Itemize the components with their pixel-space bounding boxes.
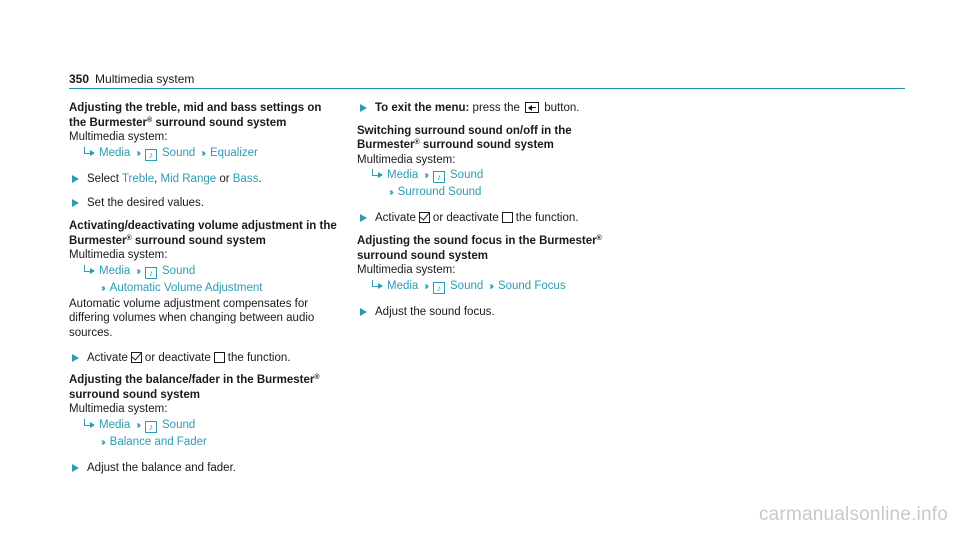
step-exit-menu: To exit the menu: press the button. [357,101,627,116]
step-arrow-icon [72,199,79,207]
menu-path-arrow-icon [83,265,95,275]
option-bass[interactable]: Bass [232,172,259,185]
chevron-right-icon: ›› [489,280,492,292]
system-label: Multimedia system: [69,249,168,262]
step-set-values: Set the desired values. [69,196,339,211]
checkbox-empty-icon [214,352,225,363]
chevron-right-icon: ›› [136,419,139,431]
section-heading-surround-sound: Switching surround sound on/off in the Burmester® surround sound system [357,124,572,152]
menu-link-balance-and-fader[interactable]: Balance and Fader [109,435,207,448]
menu-link-equalizer[interactable]: Equalizer [209,146,258,159]
step-select-band: Select Treble, Mid Range or Bass. [69,172,339,187]
step-adjust-focus: Adjust the sound focus. [357,305,627,320]
menu-link-sound-focus[interactable]: Sound Focus [497,279,566,292]
menu-path-arrow-icon [83,147,95,157]
step-activate-volume-adjustment: Activate or deactivate the function. [69,351,339,366]
checkbox-checked-icon [131,352,142,363]
chevron-right-icon: ›› [424,170,427,182]
back-button-icon [525,102,539,113]
volume-adjustment-description: Automatic volume adjustment compensates for differing volumes when changing between audio sources. [69,297,315,339]
system-label: Multimedia system: [69,403,168,416]
section-title: Multimedia system [95,72,195,86]
step-arrow-icon [360,214,367,222]
chevron-right-icon: ›› [201,147,204,159]
chevron-right-icon: ›› [389,187,392,199]
menu-link-media[interactable]: Media [99,146,131,159]
page-number: 350 [69,72,90,86]
section-heading-equalizer: Adjusting the treble, mid and bass settings on the Burmester® surround sound system [69,102,322,129]
menu-link-automatic-volume-adjustment[interactable]: Automatic Volume Adjustment [109,281,263,294]
menu-path-balance-fader [69,417,339,451]
checkbox-empty-icon [502,212,513,223]
system-label: Multimedia system: [357,264,456,277]
music-note-icon: ♪ [145,149,157,161]
music-note-icon: ♪ [433,171,445,183]
menu-link-surround-sound[interactable]: Surround Sound [397,186,482,199]
menu-path-arrow-icon [371,169,383,179]
menu-link-media[interactable]: Media [387,279,419,292]
menu-link-sound[interactable]: Sound [162,418,196,431]
section-heading-volume-adjustment: Activating/deactivating volume adjustment in the Burmester® surround sound system [69,219,337,247]
menu-path-sound-focus [357,278,627,295]
step-arrow-icon [360,308,367,316]
menu-path-volume-adjustment [69,263,339,297]
step-activate-surround: Activate or deactivate the function. [357,211,627,226]
system-label: Multimedia system: [357,153,456,166]
chevron-right-icon: ›› [101,282,104,294]
watermark: carmanualsonline.info [758,504,948,526]
chevron-right-icon: ›› [424,280,427,292]
menu-link-sound[interactable]: Sound [162,264,196,277]
page-header [69,72,194,87]
step-arrow-icon [360,104,367,112]
step-adjust-balance: Adjust the balance and fader. [69,461,339,476]
chevron-right-icon: ›› [136,147,139,159]
menu-link-sound[interactable]: Sound [450,279,484,292]
menu-link-sound[interactable]: Sound [162,146,196,159]
menu-link-media[interactable]: Media [99,264,131,277]
option-treble[interactable]: Treble [121,172,155,185]
section-heading-sound-focus: Adjusting the sound focus in the Burmester® surround sound system [357,234,602,262]
menu-link-sound[interactable]: Sound [450,169,484,182]
section-heading-balance-fader: Adjusting the balance/fader in the Burmester® surround sound system [69,374,320,401]
option-mid-range[interactable]: Mid Range [160,172,217,185]
chevron-right-icon: ›› [136,265,139,277]
header-rule [69,88,905,89]
system-label: Multimedia system: [69,131,168,144]
menu-link-media[interactable]: Media [387,169,419,182]
checkbox-checked-icon [419,212,430,223]
step-arrow-icon [72,175,79,183]
right-column [357,101,627,319]
music-note-icon: ♪ [145,421,157,433]
music-note-icon: ♪ [145,267,157,279]
menu-link-media[interactable]: Media [99,418,131,431]
menu-path-arrow-icon [371,280,383,290]
music-note-icon: ♪ [433,282,445,294]
chevron-right-icon: ›› [101,436,104,448]
left-column [69,101,339,476]
step-arrow-icon [72,464,79,472]
menu-path-surround-sound [357,167,627,201]
step-arrow-icon [72,354,79,362]
menu-path-arrow-icon [83,419,95,429]
menu-path-equalizer [69,145,339,162]
